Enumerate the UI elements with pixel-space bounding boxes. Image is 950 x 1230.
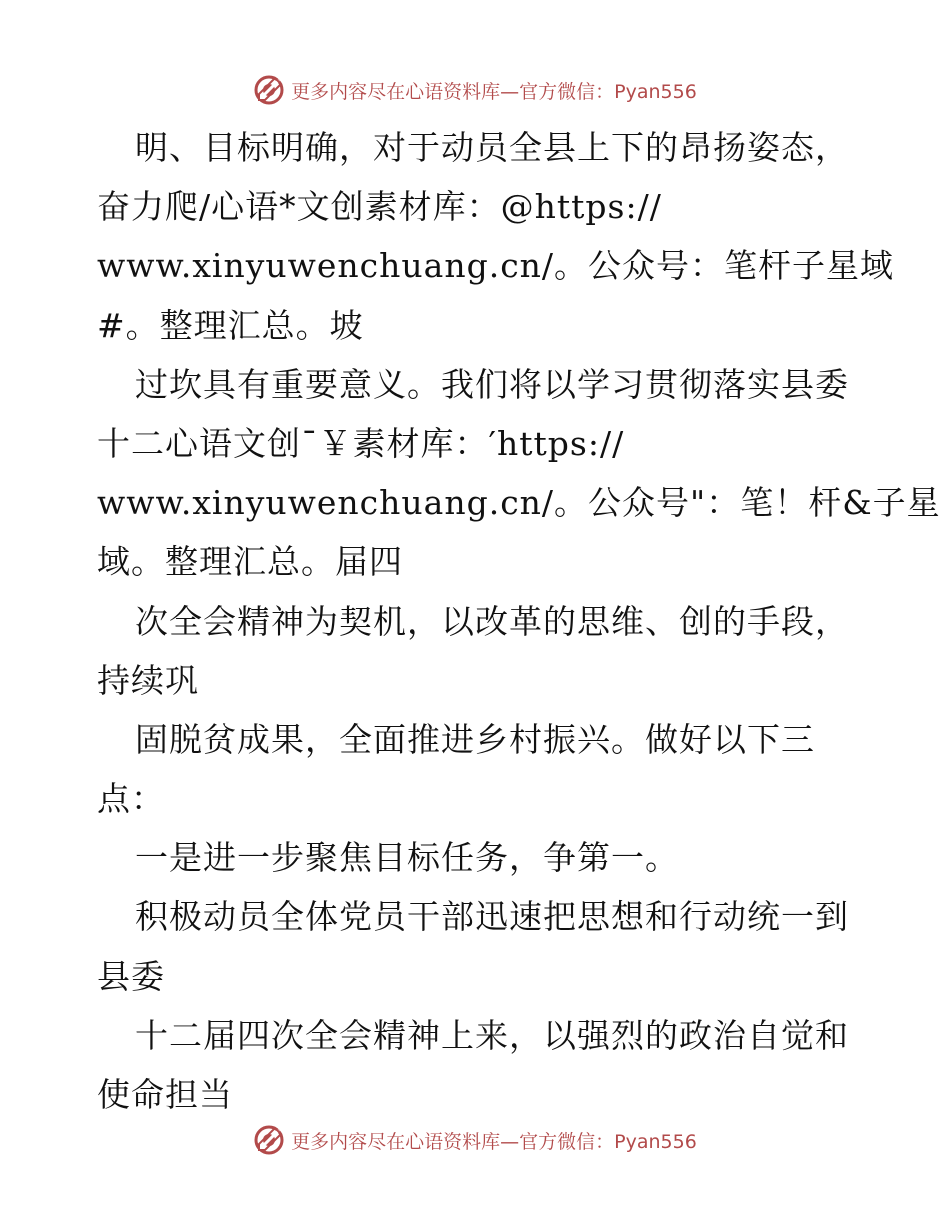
text-line: 积极动员全体党员干部迅速把思想和行动统一到 <box>135 897 849 937</box>
text-line: 十二届四次全会精神上来，以强烈的政治自觉和 <box>135 1015 849 1055</box>
text-line: 奋力爬/心语*文创素材库：@https:// <box>97 187 662 227</box>
header-banner <box>0 70 950 110</box>
text-line: 点： <box>97 779 165 819</box>
text-line: 固脱贫成果，全面推进乡村振兴。做好以下三 <box>135 719 815 759</box>
text-line: 持续巩 <box>97 660 199 700</box>
text-line: 县委 <box>97 956 165 996</box>
text-line: 一是进一步聚焦目标任务，争第一。 <box>135 838 679 878</box>
text-line: 十二心语文创¯￥素材库：′https:// <box>97 423 625 463</box>
document-body <box>97 118 941 1124</box>
footer-banner-text: 更多内容尽在心语资料库—官方微信：Pyan556 <box>291 1130 697 1153</box>
text-line: 使命担当 <box>97 1075 233 1114</box>
text-line: www.xinyuwenchuang.cn/。公众号"：笔！杆&子星 <box>97 483 941 523</box>
text-line: 明、目标明确，对于动员全县上下的昂扬姿态， <box>135 128 849 167</box>
brand-logo-icon <box>253 1124 285 1156</box>
text-line: www.xinyuwenchuang.cn/。公众号：笔杆子星域 <box>97 246 895 286</box>
brand-logo-icon <box>253 74 285 106</box>
text-line: 过坎具有重要意义。我们将以学习贯彻落实县委 <box>135 364 849 404</box>
text-line: #。整理汇总。坡 <box>97 305 364 345</box>
header-banner-text: 更多内容尽在心语资料库—官方微信：Pyan556 <box>291 80 697 103</box>
footer-banner <box>0 1120 950 1160</box>
text-line: 次全会精神为契机，以改革的思维、创的手段， <box>135 601 849 641</box>
text-line: 域。整理汇总。届四 <box>97 542 403 582</box>
